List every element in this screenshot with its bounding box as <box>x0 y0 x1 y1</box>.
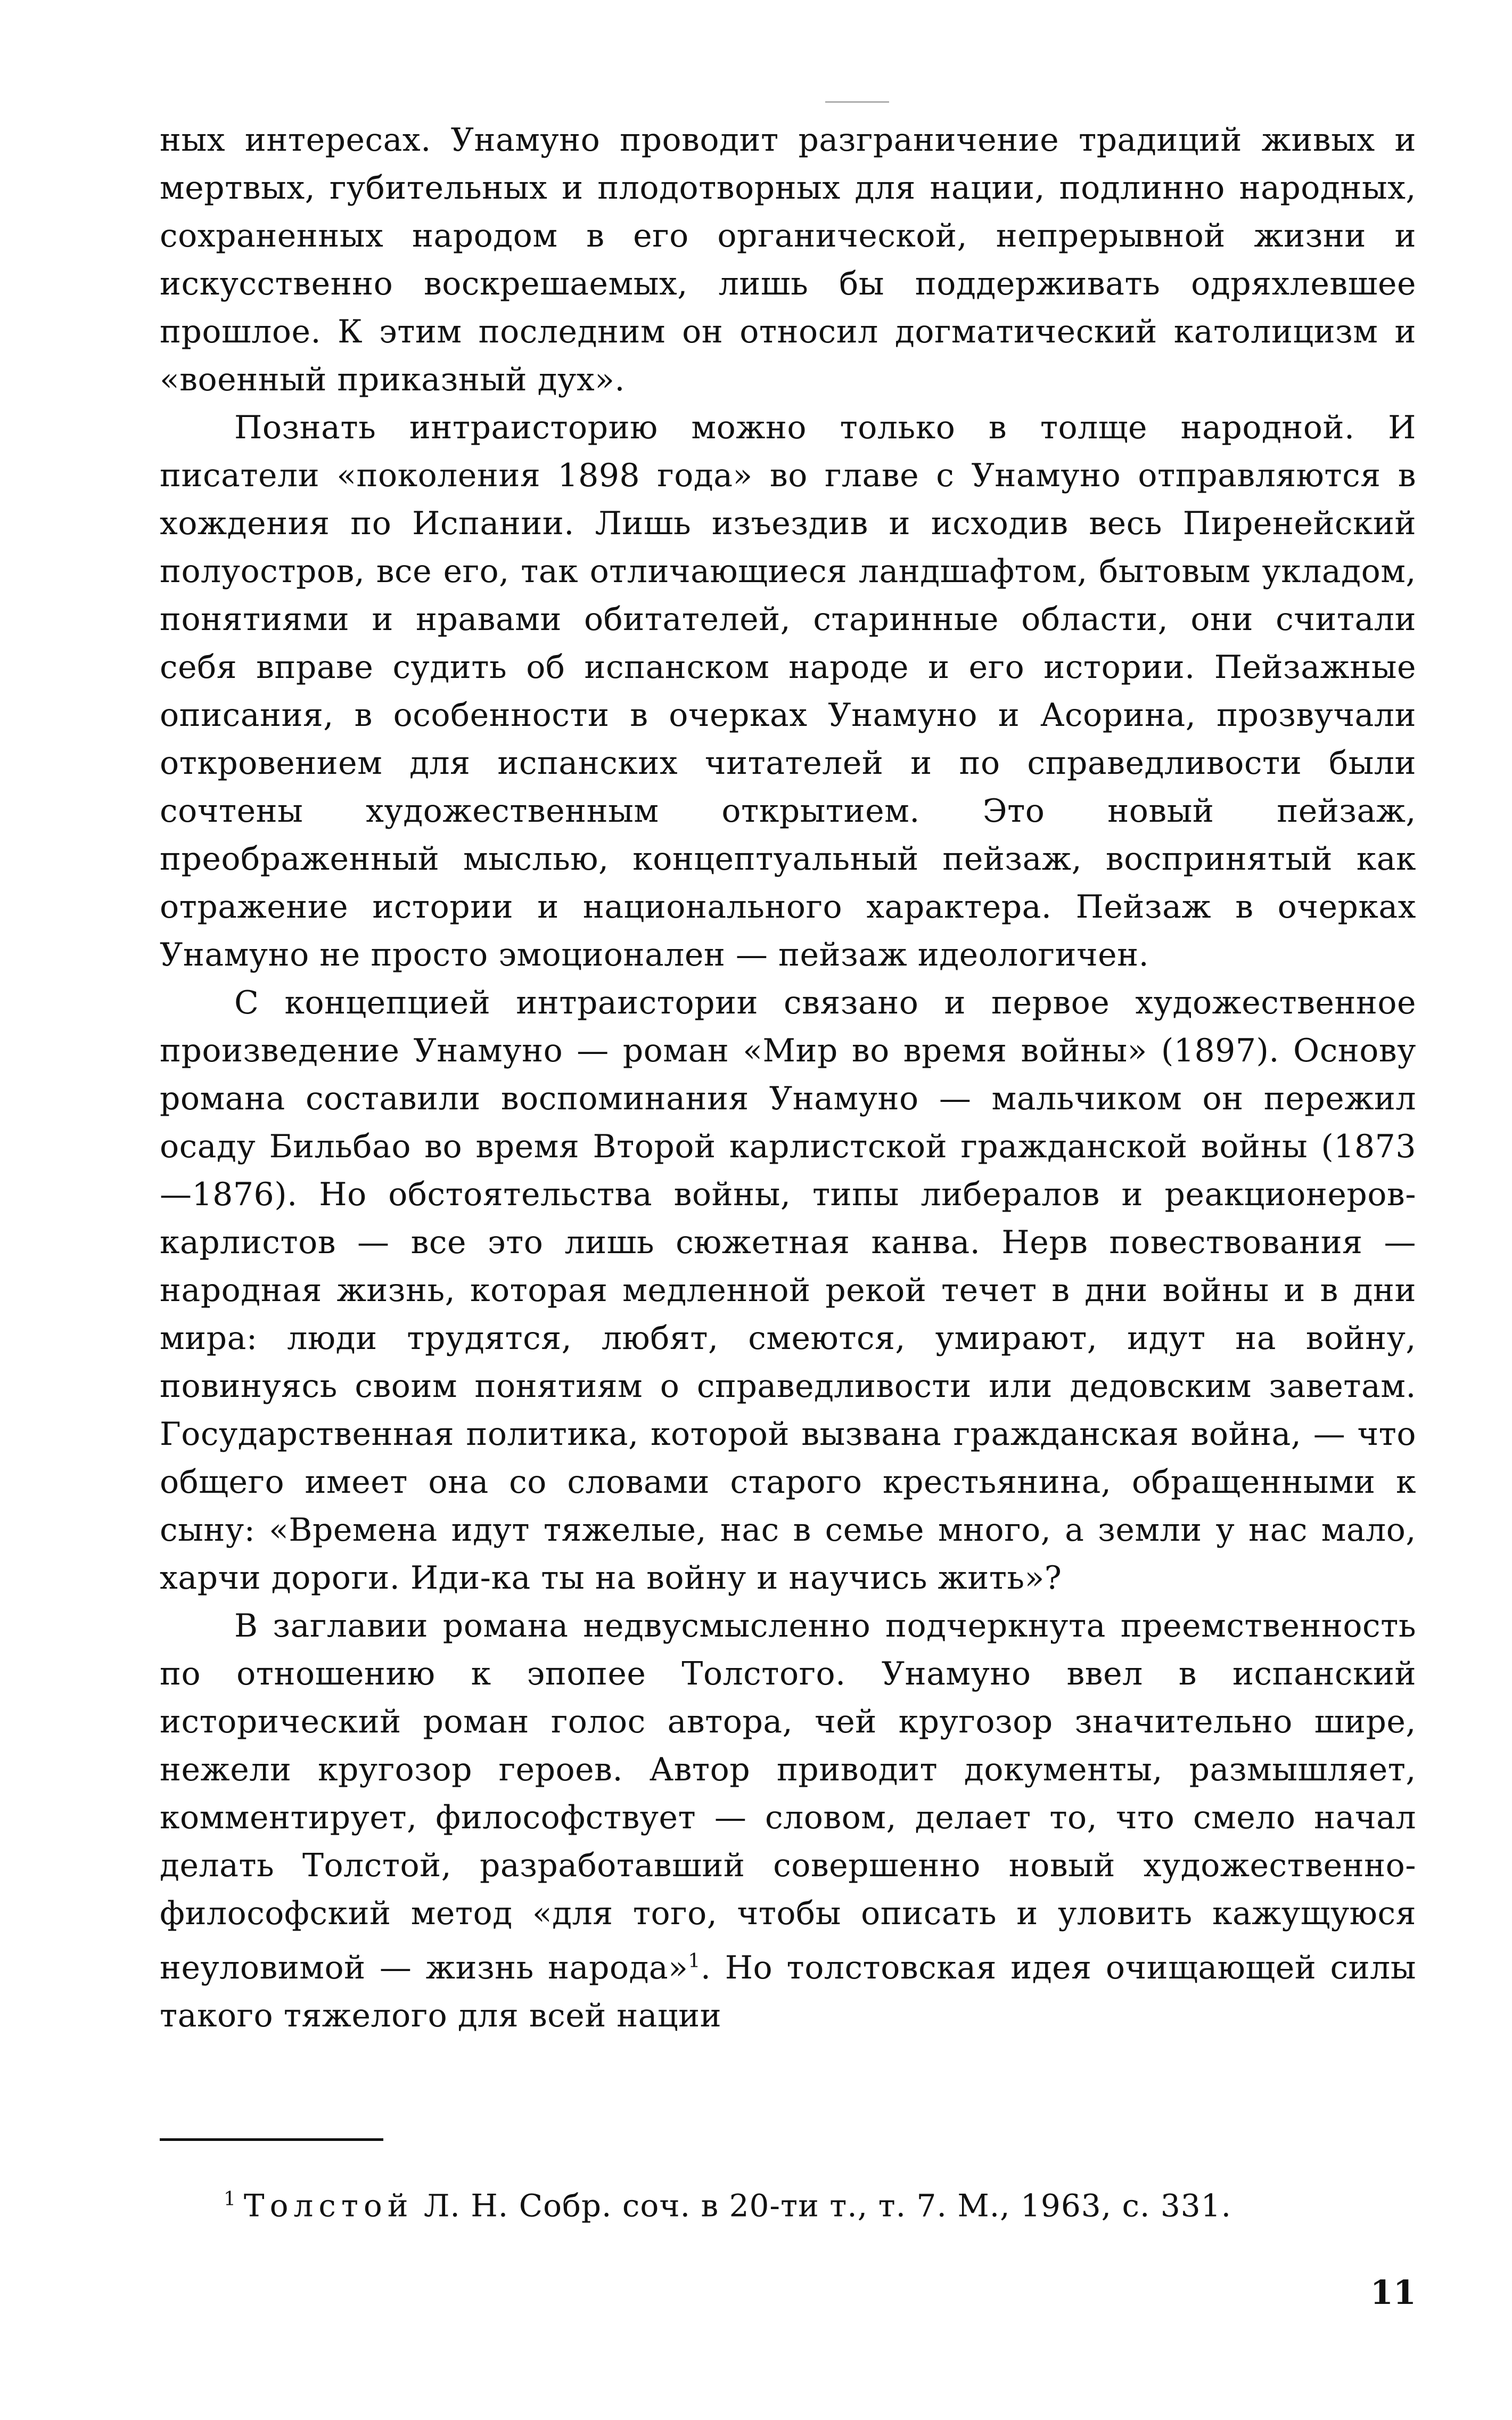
paragraph-4-text: В заглавии романа недвусмысленно подчеркнута преемственность по отношению к эпопее Толстого. Унамуно ввел в испанский исторический роман голос автора, чей кругозор значительно шире, нежели кругозор героев. Автор приводит документы, размышляет, комментирует, философствует — словом, делает то, что смело начал делать Толстой, разработавший совершенно новый художественно-философский метод «для того, чтобы описать и уловить кажущуюся неуловимой — жизнь народа» <box>160 1607 1416 1986</box>
paragraph-2: Познать интраисторию можно только в толще народной. И писатели «поколения 1898 года» во главе с Унамуно отправляются в хождения по Испании. Лишь изъездив и исходив весь Пиренейский полуостров, все его, так отличающиеся ландшафтом, бытовым укладом, понятиями и нравами обитателей, старинные области, они считали себя вправе судить об испанском народе и его истории. Пейзажные описания, в особенности в очерках Унамуно и Асорина, прозвучали откровением для испанских читателей и по справедливости были сочтены художественным открытием. Это новый пейзаж, преображенный мыслью, концептуальный пейзаж, воспринятый как отражение истории и национального характера. Пейзаж в очерках Унамуно не просто эмоционален — пейзаж идеологичен. <box>160 409 1416 974</box>
body-text <box>160 116 1416 2040</box>
print-mark <box>825 101 889 106</box>
footnote <box>224 2178 1416 2227</box>
footnote-marker: 1 <box>224 2188 236 2210</box>
footnote-reference: 1 <box>688 1950 701 1972</box>
page-number: 11 <box>1370 2273 1416 2312</box>
paragraph-3: С концепцией интраистории связано и первое художественное произведение Унамуно — роман «Мир во время войны» (1897). Основу романа составили воспоминания Унамуно — мальчиком он пережил осаду Бильбао во время Второй карлистской гражданской войны (1873—1876). Но обстоятельства войны, типы либералов и реакционеров-карлистов — все это лишь сюжетная канва. Нерв повествования — народная жизнь, которая медленной рекой течет в дни войны и в дни мира: люди трудятся, любят, смеются, умирают, идут на войну, повинуясь своим понятиям о справедливости или дедовским заветам. Государственная политика, которой вызвана гражданская война, — что общего имеет она со словами старого крестьянина, обращенными к сыну: «Времена идут тяжелые, нас в семье много, а земли у нас мало, харчи дороги. Иди-ка ты на войну и научись жить»? <box>160 984 1416 1597</box>
paragraph-4-text-continued: . Но толстовская идея очищающей силы такого тяжелого для всей нации <box>160 1949 1417 2034</box>
footnote-divider <box>160 2138 383 2141</box>
footnote-citation: Собр. соч. в 20-ти т., т. 7. М., 1963, с. 331. <box>519 2187 1231 2224</box>
paragraph-1: ных интересах. Унамуно проводит разграничение традиций живых и мертвых, губительных и плодотворных для нации, подлинно народных, сохраненных народом в его органической, непрерывной жизни и искусственно воскрешаемых, лишь бы поддерживать одряхлевшее прошлое. К этим последним он относил догматический католицизм и «военный приказный дух». <box>160 121 1416 398</box>
footnote-author: Толстой <box>243 2187 414 2224</box>
paragraph-4 <box>160 1602 1416 2040</box>
footnote-initials: Л. Н. <box>423 2187 509 2224</box>
